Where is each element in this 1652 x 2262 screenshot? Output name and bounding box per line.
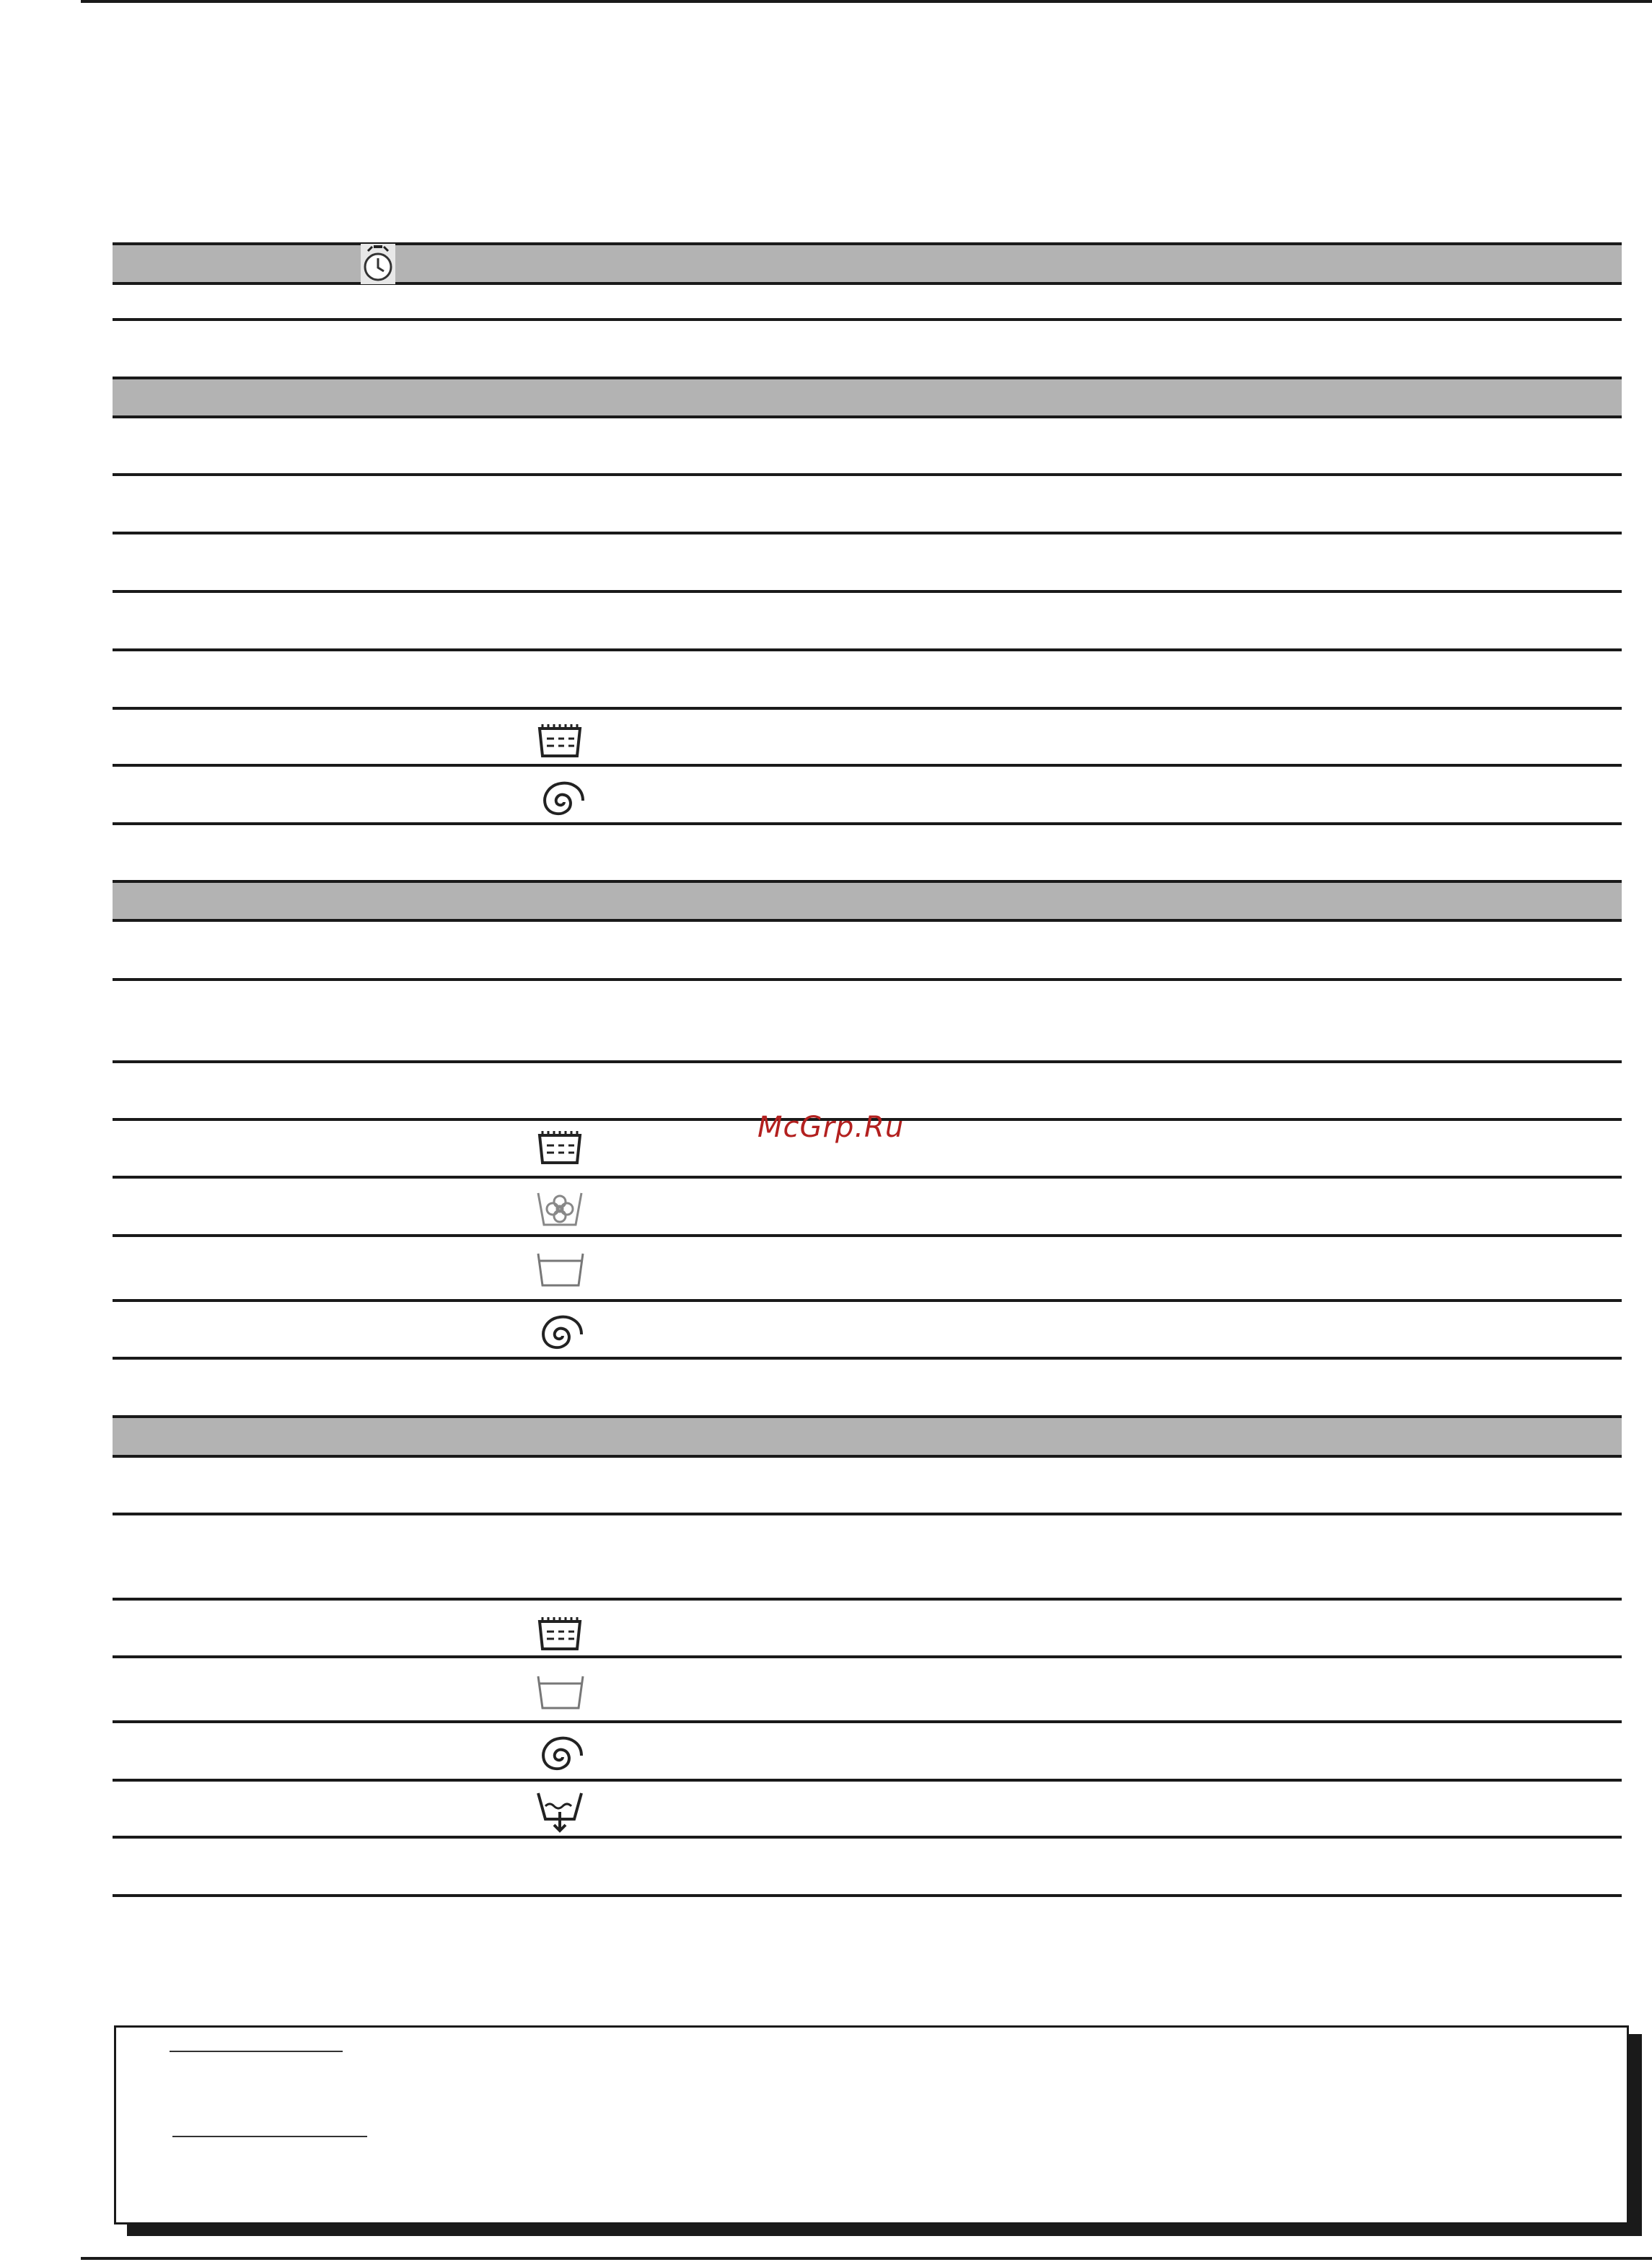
spin-spiral-icon — [538, 1734, 586, 1776]
table-rule — [113, 764, 1622, 767]
alarm-clock-icon — [361, 244, 395, 287]
table-rule — [113, 707, 1622, 710]
table-rule — [113, 919, 1622, 922]
table-rule — [113, 242, 1622, 245]
rinse-tub-icon — [535, 1251, 586, 1291]
section-header-3 — [113, 881, 1622, 920]
table-rule — [113, 1357, 1622, 1360]
table-rule — [113, 1720, 1622, 1723]
table-rule — [113, 473, 1622, 476]
table-rule — [113, 1836, 1622, 1839]
table-rule — [113, 415, 1622, 418]
table-rule — [113, 590, 1622, 593]
page-bottom-rule — [81, 2257, 1652, 2260]
wash-tub-icon — [537, 1616, 583, 1655]
table-rule — [113, 1234, 1622, 1237]
section-header-4 — [113, 1417, 1622, 1456]
wash-tub-icon — [537, 1130, 583, 1169]
table-rule — [113, 1299, 1622, 1302]
table-rule — [113, 1455, 1622, 1458]
table-rule — [113, 282, 1622, 285]
drain-icon — [535, 1790, 584, 1836]
table-rule — [113, 978, 1622, 981]
table-rule — [113, 1779, 1622, 1782]
table-rule — [113, 377, 1622, 379]
table-rule — [113, 1176, 1622, 1179]
table-rule — [113, 1415, 1622, 1418]
table-rule — [113, 1894, 1622, 1897]
page-top-rule — [81, 0, 1652, 3]
table-rule — [113, 1060, 1622, 1063]
note-box — [114, 2025, 1629, 2224]
table-rule — [113, 318, 1622, 321]
table-rule — [113, 1513, 1622, 1515]
table-rule — [113, 822, 1622, 825]
rinse-tub-icon — [535, 1673, 586, 1714]
table-rule — [113, 648, 1622, 651]
table-rule — [113, 532, 1622, 534]
table-rule — [113, 1598, 1622, 1601]
wash-tub-icon — [537, 723, 583, 762]
note-underline — [172, 2136, 367, 2137]
note-underline — [170, 2051, 343, 2052]
section-header-1 — [113, 243, 1622, 283]
table-rule — [113, 1655, 1622, 1658]
table-rule — [113, 880, 1622, 883]
spin-spiral-icon — [540, 779, 587, 821]
section-header-2 — [113, 378, 1622, 417]
watermark: McGrp.Ru — [757, 1111, 905, 1144]
flower-softener-icon — [535, 1189, 584, 1232]
spin-spiral-icon — [538, 1313, 586, 1355]
